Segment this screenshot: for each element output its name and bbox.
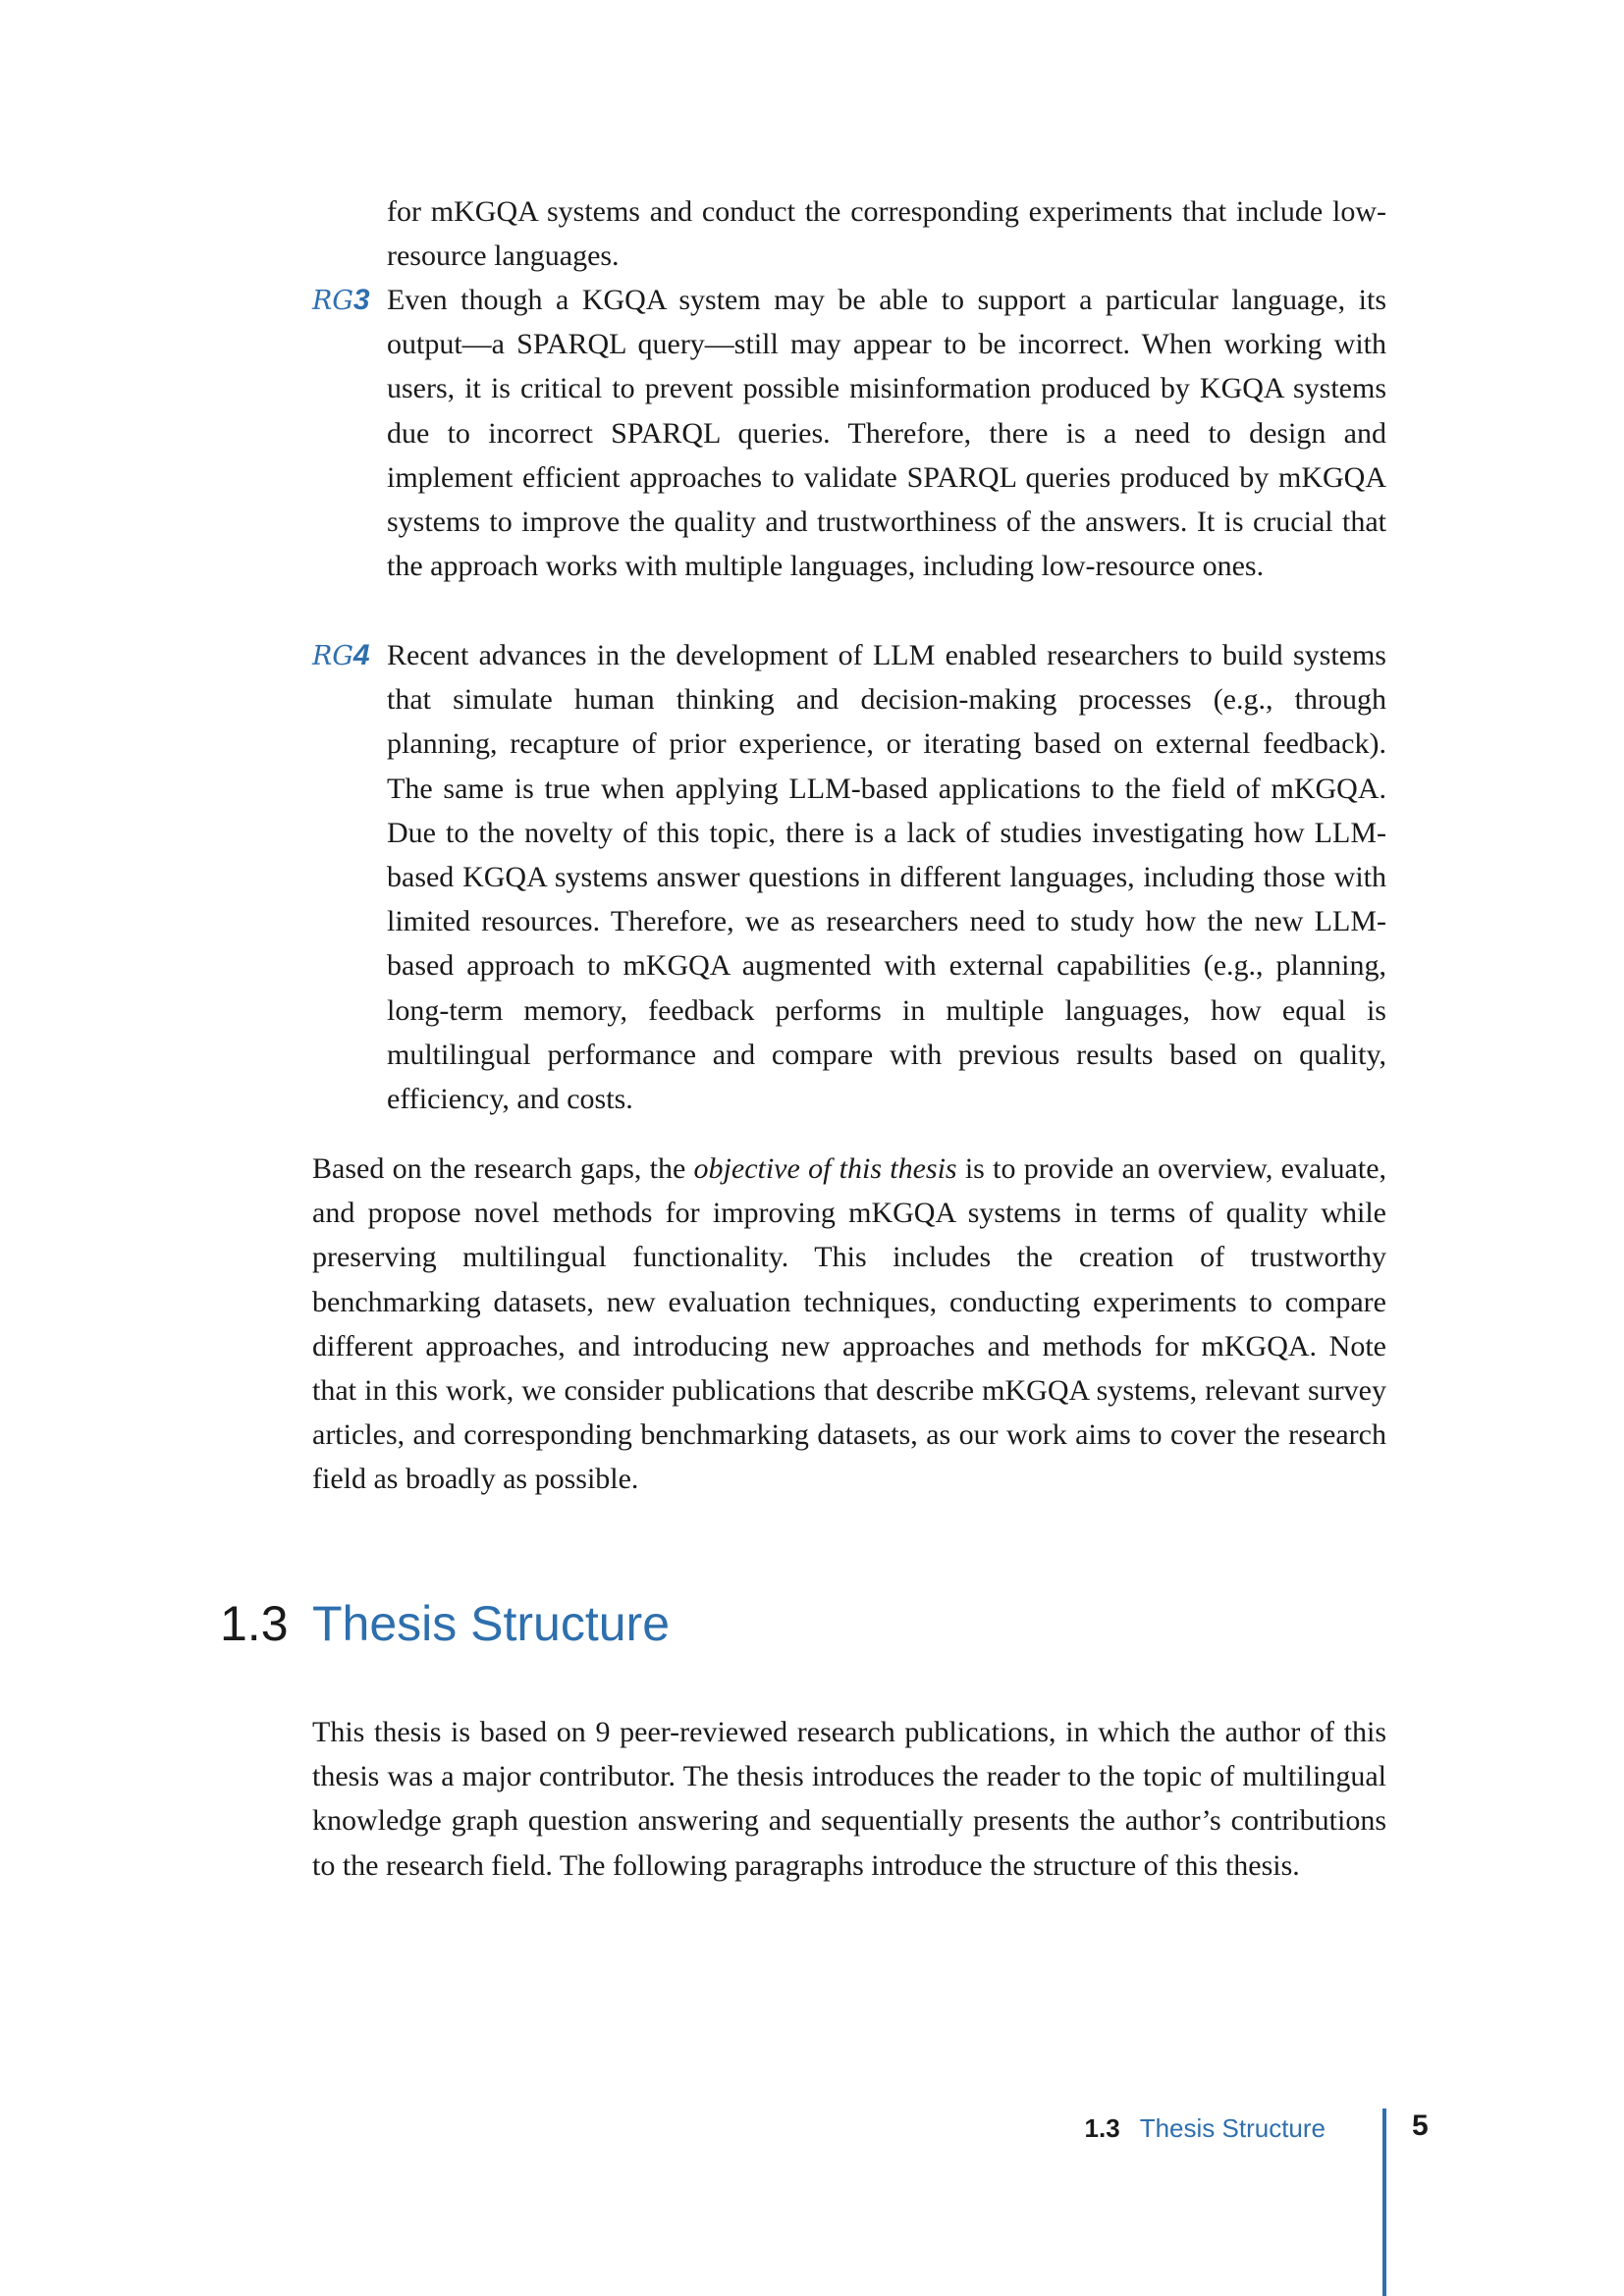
research-gap-label: RG4 <box>312 639 370 671</box>
margin-rule <box>1382 2109 1386 2296</box>
section-number: 1.3 <box>220 1596 289 1651</box>
research-gap-rg4 <box>312 633 1386 1121</box>
research-gap-text: Even though a KGQA system may be able to support a particular language, its output—a SPARQL query—still may appear to be incorrect. When working with users, it is critical to prevent possible misinformation produced by KGQA systems due to incorrect SPARQL queries. Therefore, there is a need to design and implement efficient approaches to validate SPARQL queries produced by mKGQA systems to improve the quality and trustworthiness of the answers. It is crucial that the approach works with multiple languages, including low-resource ones. <box>387 284 1386 583</box>
page-number: 5 <box>1412 2109 1429 2142</box>
objective-emphasis: objective of this thesis <box>693 1152 957 1185</box>
research-gap-label: RG3 <box>312 284 370 316</box>
continued-paragraph: for mKGQA systems and conduct the corresponding experiments that include low-resource languages. <box>387 195 1386 273</box>
footer-section-title: Thesis Structure <box>1139 2113 1326 2143</box>
research-gap-rg3 <box>312 278 1386 588</box>
thesis-structure-paragraph: This thesis is based on 9 peer-reviewed research publications, in which the author of this thesis was a major contributor. The thesis introduces the reader to the topic of multilingual knowledge graph question answering and sequentially presents the author’s contributions to the research field. The following paragraphs introduce the structure of this thesis. <box>312 1716 1386 1882</box>
running-footer <box>1085 2109 1326 2148</box>
section-heading <box>220 1590 670 1657</box>
research-gap-text: Recent advances in the development of LLM enabled researchers to build systems that simulate human thinking and decision-making processes (e.g., through planning, recapture of prior experience, or iterating based on external feedback). The same is true when applying LLM-based applications to the field of mKGQA. Due to the novelty of this topic, there is a lack of studies investigating how LLM-based KGQA systems answer questions in different languages, including those with limited resources. Therefore, we as researchers need to study how the new LLM-based approach to mKGQA augmented with external capabilities (e.g., planning, long-term memory, feedback performs in multiple languages, how equal is multilingual performance and compare with previous results based on quality, efficiency, and costs. <box>387 639 1386 1116</box>
objective-paragraph: Based on the research gaps, the objective of this thesis is to provide an overview, evaluate, and propose novel methods for improving mKGQA systems in terms of quality while preserving multilingual functionality. This includes the creation of trustworthy benchmarking datasets, new evaluation techniques, conducting experiments to compare different approaches, and introducing new approaches and methods for mKGQA. Note that in this work, we consider publications that describe mKGQA systems, relevant survey articles, and corresponding benchmarking datasets, as our work aims to cover the research field as broadly as possible. <box>312 1152 1387 1496</box>
section-title: Thesis Structure <box>312 1596 671 1651</box>
footer-section-number: 1.3 <box>1084 2113 1120 2143</box>
